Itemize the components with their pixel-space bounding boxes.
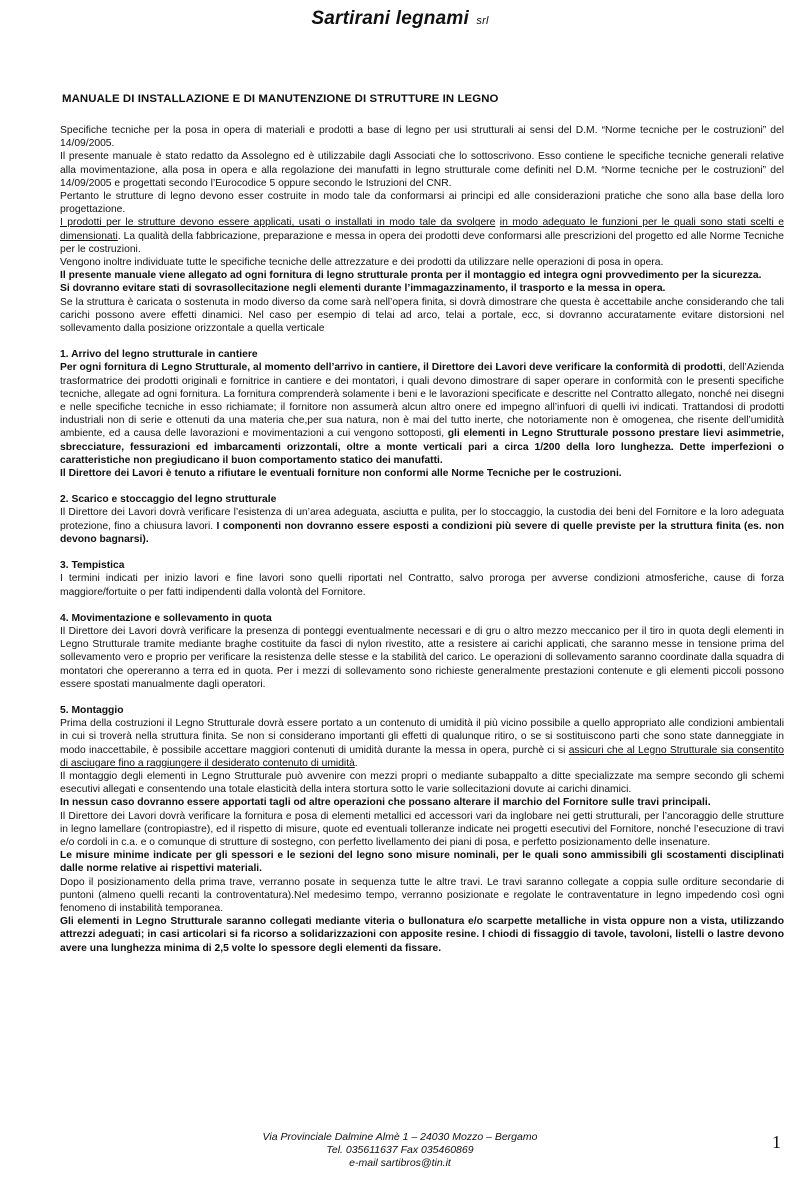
section-paragraph: Il Direttore dei Lavori dovrà verificare l’esistenza di un’area adeguata, asciutta e pulita, per lo stoccaggio, la custodia dei beni del Fornitore e la loro adeguata protezione, fino a chiusura lavori. I componenti non dovranno essere esposti a condizioni più severe di quelle previste per la struttura finita (es. non devono bagnarsi). [60,507,785,545]
section-heading: 2. Scarico e stoccaggio del legno strutturale [60,494,277,506]
section-paragraph: Il Direttore dei Lavori dovrà verificare la fornitura e posa di elementi metallici ed accessori vari da inglobare nei getti strutturali, per l’ancoraggio delle strutture in legno lamellare (contropiastre), ed il rispetto di misure, quote ed eventuali tolleranze indicate nei progetti esecutivi del Fornitore, nonché l’esecuzione di travi e/o cordoli in c.a. e o comunque di strutture di sostegno, con perfetto livellamento dei piani di posa, e perfetto posizionamento delle insenature. [60,810,784,848]
intro-paragraph: Vengono inoltre individuate tutte le specifiche tecniche delle attrezzature e dei prodotti da utilizzare nelle operazioni di posa in opera. [60,257,664,269]
section-heading: 1. Arrivo del legno strutturale in cantiere [60,349,258,361]
document-body [60,124,784,955]
document-title: MANUALE DI INSTALLAZIONE E DI MANUTENZIONE DI STRUTTURE IN LEGNO [62,93,499,105]
footer-address: Via Provinciale Dalmine Almè 1 – 24030 Mozzo – Bergamo [262,1131,538,1143]
intro-paragraph: Se la struttura è caricata o sostenuta in modo diverso da come sarà nell’opera finita, si dovrà dimostrare che questa è accettabile anche considerando che tali carichi possono avere effetti dinamici. Nel caso per esempio di telai ad arco, telai a portale, ecc, si dovranno accuratamente evitare distorsioni nel sollevamento dalla posizione orizzontale a quella verticale [60,296,784,335]
company-header [0,8,800,30]
intro-bold-paragraph: Si dovranno evitare stati di sovrasollecitazione negli elementi durante l’immagazzinamento, il trasporto e la messa in opera. [60,283,666,295]
intro-bold-paragraph: Il presente manuale viene allegato ad ogni fornitura di legno strutturale pronta per il montaggio ed integra ogni provvedimento per la sicurezza. [60,270,762,282]
section-paragraph: I termini indicati per inizio lavori e fine lavori sono quelli riportati nel Contratto, salvo proroga per avverse condizioni atmosferiche, cause di forza maggiore/fortuite o per fatti indipendenti dalla volontà del Fornitore. [60,573,784,598]
company-name: Sartirani legnami [311,8,469,29]
page-footer [0,1131,800,1170]
intro-paragraph: Il presente manuale è stato redatto da Assolegno ed è utilizzabile dagli Associati che lo sottoscrivono. Esso contiene le specifiche tecniche generali relative alla movimentazione, alla posa in opera e alla regolazione dei manufatti in legno strutturale come definiti nel D.M. “Norme tecniche per le costruzioni” del 14/09/2005 e progettati secondo l’Eurocodice 5 oppure secondo le Istruzioni del CNR. [60,151,784,189]
section-bold-paragraph: Le misure minime indicate per gli spessori e le sezioni del legno sono misure nominali, per le quali sono ammissibili gli scostamenti disciplinati dalle norme relative ai rispettivi materiali. [60,850,784,875]
section-paragraph: Prima della costruzioni il Legno Strutturale dovrà essere portato a un contenuto di umidità il più vicino possibile a quello appropriato alle condizioni ambientali in cui si troverà nella struttura finita. Se non si considerano importanti gli effetti di qualunque ritiro, o se si sostituiscono parti che sono state danneggiate in modo inaccettabile, è possibile accettare maggiori contenuti di umidità durante la messa in opera, purchè ci si assicuri che al Legno Strutturale sia consentito di asciugare fino a raggiungere il desiderato contenuto di umidità. [60,718,785,769]
intro-paragraph: I prodotti per le strutture devono essere applicati, usati o installati in modo tale da svolgere in modo adeguato le funzioni per le quali sono stati scelti e dimensionati. La qualità della fabbricazione, preparazione e messa in opera dei prodotti deve conformarsi alle prescrizioni del progetto ed alle Norme Tecniche per le costruzioni. [60,217,784,255]
footer-phone: Tel. 035611637 Fax 035460869 [326,1144,474,1156]
page-number: 1 [772,1132,781,1152]
intro-paragraph: Specifiche tecniche per la posa in opera di materiali e prodotti a base di legno per usi strutturali ai sensi del D.M. “Norme tecniche per le costruzioni” del 14/09/2005. [60,125,784,150]
section-bold-paragraph: Il Direttore dei Lavori è tenuto a rifiutare le eventuali forniture non conformi alle Norme Tecniche per le costruzioni. [60,468,622,480]
section-heading: 3. Tempistica [60,560,125,572]
section-paragraph: Dopo il posizionamento della prima trave, verranno posate in sequenza tutte le altre travi. Le travi saranno collegate a coppia sulle orditure secondarie di puntoni (almeno quelli recanti la controventatura).Nel medesimo tempo, verranno posizionate e regolate le contraventature in legno impedendo così ogni fenomeno di instabilità temporanea. [60,876,784,914]
footer-email: e-mail sartibros@tin.it [349,1157,451,1169]
section-heading: 5. Montaggio [60,704,124,716]
section-paragraph: Per ogni fornitura di Legno Strutturale, al momento dell’arrivo in cantiere, il Direttore dei Lavori deve verificare la conformità di prodotti, dell’Azienda trasformatrice dei prodotti originali e fornitrice in cantiere e dei montatori, i quali devono dimostrare di saper operare in conformità con le presenti specifiche tecniche, allegate ad ogni fornitura. La fornitura comprenderà solamente i beni e le lavorazioni specificate e descritte nel Contratto allegato, nonché nei disegni e nelle specifiche tecniche in esso richiamate; il fornitore non assumerà alcun altro onere ed impegno all’infuori di quelli ivi indicati. Trattandosi di prodotti industriali non di serie e ottenuti da una materia che,per sua natura, non è mai del tutto inerte, che notoriamente non è omogenea, che risente dell’umidità ambiente, ed a causa delle lavorazioni e movimentazioni a cui vengono sottoposti, gli elementi in Legno Strutturale possono prestare lievi asimmetrie, sbrecciature, fessurazioni ed imbarcamenti orizzontali, oltre a monte verticali pari a circa 1/200 della loro lunghezza. Dette imperfezioni o caratteristiche non pregiudicano il buon comportamento statico dei manufatti. [60,362,785,466]
intro-paragraph: Pertanto le strutture di legno devono esser costruite in modo tale da conformarsi ai principi ed alle considerazioni pratiche che sono alla base della loro progettazione. [60,191,784,216]
section-bold-paragraph: In nessun caso dovranno essere apportati tagli od altre operazioni che possano alterare il marchio del Fornitore sulle travi principali. [60,797,711,809]
section-heading: 4. Movimentazione e sollevamento in quota [60,612,272,624]
section-bold-paragraph: Gli elementi in Legno Strutturale saranno collegati mediante viteria o bullonatura e/o scarpette metalliche in vista oppure non a vista, utilizzando attrezzi adeguati; in casi articolari si fa ricorso a solidarizzazioni con apposite resine. I chiodi di fissaggio di tavole, tavoloni, listelli o lastre devono avere una lunghezza minima di 2,5 volte lo spessore degli elementi da fissare. [60,916,784,954]
section-paragraph: Il Direttore dei Lavori dovrà verificare la presenza di ponteggi eventualmente necessari e di gru o altro mezzo meccanico per il tiro in quota degli elementi in Legno Strutturale tramite mediante braghe costituite da fasci di nylon rivestito, atte a resistere ai carichi applicati, che saranno messe in tensione prima del sollevamento vero e proprio per verificare la resistenza delle stesse e la stabilità del carico. Le operazioni di sollevamento saranno coordinate dalla squadra di montatori che opereranno a terra ed in quota. Per i mezzi di sollevamento sono richieste generalmente prestazioni contenute e gli elementi piccoli possono essere spostati manualmente dagli operatori. [60,625,784,690]
section-paragraph: Il montaggio degli elementi in Legno Strutturale può avvenire con mezzi propri o mediante subappalto a ditte specializzate ma sempre secondo gli schemi esecutivi allegati e consentendo una totale elasticità della intera stortura sotto le varie sollecitazioni dovute ai carichi dinamici. [60,770,784,796]
company-suffix: srl [476,15,489,27]
